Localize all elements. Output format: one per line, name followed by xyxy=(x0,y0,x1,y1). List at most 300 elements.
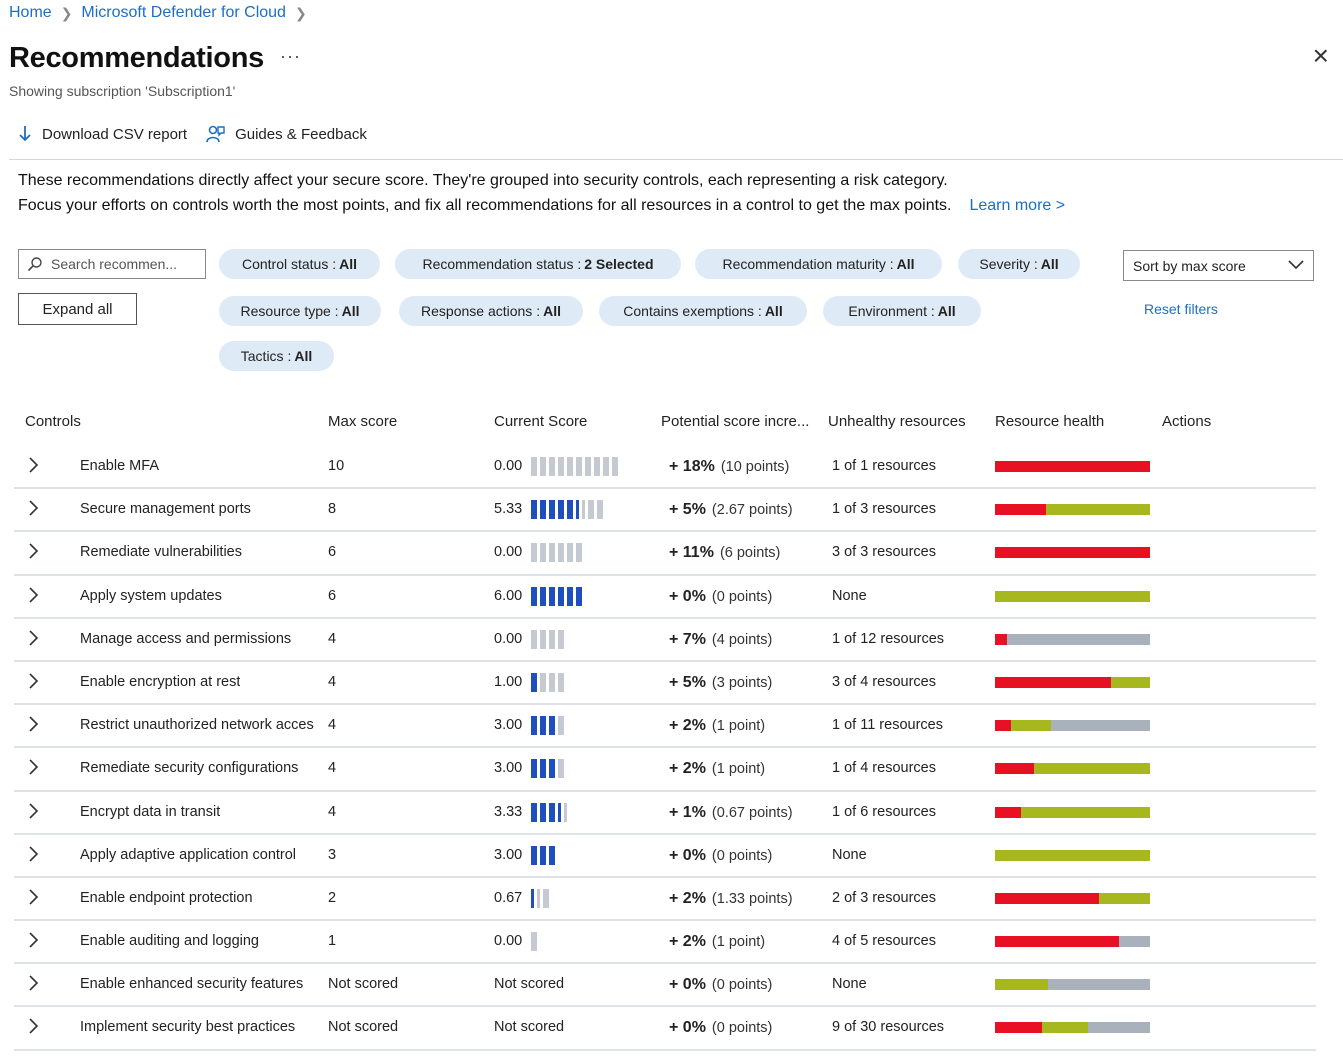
health-healthy-segment xyxy=(1042,1022,1089,1033)
download-csv-button[interactable] xyxy=(18,125,187,143)
score-segment xyxy=(549,759,555,778)
score-segment xyxy=(594,457,600,476)
chevron-right-icon[interactable] xyxy=(28,931,40,949)
current-score: 0.00 xyxy=(494,933,523,950)
potential-points: (1 point) xyxy=(711,934,766,951)
resource-health-bar xyxy=(995,850,1150,861)
score-segment xyxy=(549,846,555,865)
unhealthy-resources: 1 of 3 resources xyxy=(832,501,936,518)
potential-points: (10 points) xyxy=(720,459,790,475)
health-healthy-segment xyxy=(1046,504,1150,515)
filter-label: Resource type : xyxy=(240,303,339,319)
current-score-bar xyxy=(531,587,585,607)
score-segment xyxy=(603,457,609,476)
filter-tactics[interactable] xyxy=(219,341,334,371)
resource-health-bar xyxy=(995,763,1150,774)
filter-label: Environment : xyxy=(848,303,935,319)
filter-label: Control status : xyxy=(241,256,337,272)
potential-score xyxy=(669,674,772,692)
resource-health-bar xyxy=(995,677,1150,688)
description-line-2-text: Focus your efforts on controls worth the most points, and fix all recommendations for all resources in a control to get the max points. xyxy=(18,197,952,214)
description xyxy=(18,168,1318,218)
score-segment xyxy=(540,803,546,822)
health-healthy-segment xyxy=(1021,807,1150,818)
unhealthy-resources: 2 of 3 resources xyxy=(832,889,936,906)
score-segment xyxy=(558,759,564,778)
potential-percent: + 0% xyxy=(669,976,706,994)
unhealthy-resources: None xyxy=(832,846,867,863)
score-segment xyxy=(531,457,537,476)
potential-points: (0.67 points) xyxy=(711,804,793,821)
max-score: 6 xyxy=(328,587,337,604)
current-score: 6.00 xyxy=(494,587,523,604)
resource-health-bar xyxy=(995,504,1150,515)
resource-health-bar xyxy=(995,936,1150,947)
potential-points: (6 points) xyxy=(719,545,781,562)
potential-points: (0 points) xyxy=(711,847,773,864)
table-row[interactable] xyxy=(14,1007,1316,1050)
potential-score xyxy=(669,976,772,994)
potential-percent: + 2% xyxy=(669,717,706,735)
unhealthy-resources: 1 of 12 resources xyxy=(832,630,945,647)
table-row[interactable] xyxy=(14,792,1316,835)
score-segment xyxy=(531,846,537,865)
score-segment xyxy=(564,803,567,822)
column-actions: Actions xyxy=(1162,413,1212,430)
current-score: 3.00 xyxy=(494,717,523,734)
search-placeholder: Search recommen... xyxy=(51,256,178,272)
score-segment xyxy=(540,543,546,562)
max-score: 4 xyxy=(328,630,337,647)
filter-recommendation-status[interactable] xyxy=(395,249,681,279)
score-segment xyxy=(531,543,537,562)
unhealthy-resources: 4 of 5 resources xyxy=(832,933,936,950)
potential-score xyxy=(669,1019,772,1037)
column-max-score[interactable]: Max score xyxy=(328,413,398,430)
description-line-1: These recommendations directly affect your secure score. They're grouped into security controls, each representing a risk category. xyxy=(18,172,948,189)
resource-health-bar xyxy=(995,979,1150,990)
potential-points: (1 point) xyxy=(711,761,766,778)
score-segment xyxy=(567,500,573,519)
table-row[interactable] xyxy=(14,446,1316,489)
score-segment xyxy=(540,457,546,476)
potential-percent: + 0% xyxy=(669,1019,706,1037)
potential-percent: + 2% xyxy=(669,889,706,907)
chevron-down-icon xyxy=(1288,260,1304,270)
resource-health-bar xyxy=(995,461,1150,472)
score-segment xyxy=(540,846,546,865)
search-input[interactable] xyxy=(18,249,206,279)
unhealthy-resources: 3 of 3 resources xyxy=(832,544,936,561)
score-segment xyxy=(558,543,564,562)
chevron-right-icon[interactable] xyxy=(28,629,40,647)
health-healthy-segment xyxy=(1034,763,1150,774)
breadcrumb-defender[interactable]: Microsoft Defender for Cloud xyxy=(81,4,286,21)
table-row[interactable] xyxy=(14,921,1316,964)
download-csv-label: Download CSV report xyxy=(42,125,188,143)
potential-score xyxy=(669,933,765,951)
control-name: Enable MFA xyxy=(80,458,159,474)
current-score-bar xyxy=(531,500,606,520)
potential-percent: + 7% xyxy=(669,630,706,648)
column-potential-score[interactable]: Potential score incre... xyxy=(661,413,810,430)
filter-label: Contains exemptions : xyxy=(623,303,762,319)
guides-feedback-button[interactable] xyxy=(205,124,367,144)
score-segment xyxy=(531,673,537,692)
score-segment xyxy=(558,457,564,476)
current-score: 1.00 xyxy=(494,673,523,690)
chevron-right-icon[interactable] xyxy=(28,542,40,560)
score-segment xyxy=(540,673,546,692)
download-arrow-icon xyxy=(18,125,32,143)
potential-percent: + 2% xyxy=(669,760,706,778)
health-unhealthy-segment xyxy=(995,547,1150,558)
score-segment xyxy=(549,673,555,692)
table-row[interactable] xyxy=(14,532,1316,575)
max-score: Not scored xyxy=(328,1019,399,1036)
current-score-bar xyxy=(531,630,567,650)
current-score: Not scored xyxy=(494,976,565,993)
potential-points: (1.33 points) xyxy=(711,890,793,907)
sort-dropdown[interactable] xyxy=(1123,250,1314,281)
potential-score xyxy=(669,501,793,519)
score-segment xyxy=(567,457,573,476)
score-segment xyxy=(576,543,582,562)
current-score: 0.00 xyxy=(494,458,523,474)
filter-contains-exemptions[interactable] xyxy=(599,296,807,326)
resource-health-bar xyxy=(995,807,1150,818)
table-row[interactable] xyxy=(14,662,1316,705)
potential-points: (4 points) xyxy=(711,631,773,648)
max-score: 2 xyxy=(328,889,337,906)
potential-points: (0 points) xyxy=(711,1020,773,1037)
current-score-bar xyxy=(531,889,552,909)
filter-label: Severity : xyxy=(979,256,1038,272)
filter-value: 2 Selected xyxy=(584,256,654,272)
health-not-applicable-segment xyxy=(1051,720,1150,731)
score-segment xyxy=(549,543,555,562)
potential-score xyxy=(669,631,772,649)
search-icon xyxy=(27,256,43,272)
expand-all-button[interactable]: Expand all xyxy=(18,293,137,325)
control-name: Remediate security configurations xyxy=(80,760,299,777)
score-segment xyxy=(549,630,555,649)
control-name: Remediate vulnerabilities xyxy=(80,544,242,561)
health-unhealthy-segment xyxy=(995,677,1111,688)
learn-more-link[interactable]: Learn more > xyxy=(969,197,1066,214)
score-segment xyxy=(558,716,564,735)
potential-score xyxy=(669,544,780,562)
more-options-button[interactable]: ··· xyxy=(280,46,301,66)
page-title: Recommendations xyxy=(9,42,264,74)
score-segment xyxy=(540,716,546,735)
resource-health-bar xyxy=(995,634,1150,645)
current-score: 0.67 xyxy=(494,889,523,906)
unhealthy-resources: 1 of 1 resources xyxy=(832,458,936,474)
score-segment xyxy=(576,587,582,606)
unhealthy-resources: 3 of 4 resources xyxy=(832,673,936,690)
score-segment xyxy=(612,457,618,476)
score-segment xyxy=(531,587,537,606)
current-score: 5.33 xyxy=(494,501,523,518)
control-name: Manage access and permissions xyxy=(80,630,292,647)
table-row[interactable] xyxy=(14,705,1316,748)
potential-score xyxy=(669,588,772,606)
score-segment xyxy=(585,457,591,476)
max-score: 10 xyxy=(328,458,345,474)
current-score-bar xyxy=(531,846,558,866)
reset-filters-link[interactable]: Reset filters xyxy=(1144,301,1218,317)
score-segment xyxy=(531,759,537,778)
chevron-right-icon[interactable] xyxy=(28,586,40,604)
current-score-bar xyxy=(531,803,570,823)
max-score: 4 xyxy=(328,760,337,777)
divider xyxy=(9,159,1343,160)
score-segment xyxy=(531,500,537,519)
chevron-right-icon[interactable] xyxy=(28,1017,40,1035)
potential-score xyxy=(669,717,765,735)
filter-label: Response actions : xyxy=(421,303,541,319)
breadcrumb-separator-icon: ❯ xyxy=(60,4,73,21)
potential-points: (2.67 points) xyxy=(711,502,793,519)
current-score: 3.00 xyxy=(494,760,523,777)
filter-control-status[interactable] xyxy=(219,249,380,279)
current-score: 0.00 xyxy=(494,544,523,561)
breadcrumb-home[interactable]: Home xyxy=(9,4,52,21)
potential-percent: + 1% xyxy=(669,803,706,821)
column-unhealthy-resources[interactable]: Unhealthy resources xyxy=(828,413,966,430)
current-score-bar xyxy=(531,543,585,563)
score-segment xyxy=(540,630,546,649)
current-score: 0.00 xyxy=(494,630,523,647)
score-segment xyxy=(558,673,564,692)
current-score: Not scored xyxy=(494,1019,565,1036)
health-unhealthy-segment xyxy=(995,807,1021,818)
toolbar xyxy=(18,124,385,144)
guides-feedback-label: Guides & Feedback xyxy=(235,125,367,143)
current-score-bar xyxy=(531,932,540,952)
score-segment xyxy=(558,803,561,822)
potential-score xyxy=(669,847,772,865)
score-segment xyxy=(549,587,555,606)
chevron-right-icon[interactable] xyxy=(28,802,40,820)
filter-label: Tactics : xyxy=(240,348,292,364)
score-segment xyxy=(582,500,585,519)
filter-label: Recommendation maturity : xyxy=(722,256,894,272)
health-unhealthy-segment xyxy=(995,1022,1042,1033)
breadcrumb-separator-icon: ❯ xyxy=(294,4,307,21)
filter-value: All xyxy=(341,303,360,319)
potential-points: (0 points) xyxy=(711,977,773,994)
potential-percent: + 2% xyxy=(669,933,706,951)
chevron-right-icon[interactable] xyxy=(28,456,40,474)
potential-percent: + 18% xyxy=(669,458,715,475)
chevron-right-icon[interactable] xyxy=(28,974,40,992)
score-segment xyxy=(588,500,594,519)
health-unhealthy-segment xyxy=(995,893,1099,904)
filter-environment[interactable] xyxy=(823,296,981,326)
resource-health-bar xyxy=(995,1022,1150,1033)
score-segment xyxy=(558,500,564,519)
score-segment xyxy=(531,716,537,735)
table-row[interactable] xyxy=(14,964,1316,1007)
score-segment xyxy=(531,932,537,951)
filter-label: Recommendation status : xyxy=(422,256,582,272)
max-score: Not scored xyxy=(328,976,399,993)
health-unhealthy-segment xyxy=(995,763,1034,774)
control-name: Enable auditing and logging xyxy=(80,933,259,950)
control-name: Secure management ports xyxy=(80,501,251,518)
current-score-bar xyxy=(531,457,621,477)
filter-response-actions[interactable] xyxy=(399,296,583,326)
table-row[interactable] xyxy=(14,619,1316,662)
score-segment xyxy=(576,457,582,476)
score-segment xyxy=(558,587,564,606)
control-name: Implement security best practices xyxy=(80,1019,296,1036)
potential-score xyxy=(669,760,765,778)
unhealthy-resources: 9 of 30 resources xyxy=(832,1019,945,1036)
score-segment xyxy=(558,630,564,649)
potential-percent: + 5% xyxy=(669,501,706,519)
chevron-right-icon[interactable] xyxy=(28,888,40,906)
control-name: Enable endpoint protection xyxy=(80,889,253,906)
chevron-right-icon[interactable] xyxy=(28,845,40,863)
max-score: 1 xyxy=(328,933,337,950)
max-score: 6 xyxy=(328,544,337,561)
person-feedback-icon xyxy=(205,124,225,144)
health-healthy-segment xyxy=(1011,720,1051,731)
max-score: 4 xyxy=(328,673,337,690)
max-score: 4 xyxy=(328,803,337,820)
chevron-right-icon[interactable] xyxy=(28,715,40,733)
potential-score xyxy=(669,890,793,908)
score-segment xyxy=(531,630,537,649)
health-not-applicable-segment xyxy=(1048,979,1150,990)
potential-percent: + 5% xyxy=(669,673,706,691)
chevron-right-icon[interactable] xyxy=(28,758,40,776)
score-segment xyxy=(543,889,549,908)
score-segment xyxy=(540,500,546,519)
unhealthy-resources: 1 of 11 resources xyxy=(832,717,943,734)
description-line-2 xyxy=(18,193,1318,218)
current-score-bar xyxy=(531,759,567,779)
score-segment xyxy=(549,457,555,476)
health-healthy-segment xyxy=(1111,677,1150,688)
filter-recommendation-maturity[interactable] xyxy=(695,249,942,279)
filter-value: All xyxy=(294,348,313,364)
health-unhealthy-segment xyxy=(995,720,1011,731)
max-score: 4 xyxy=(328,717,337,734)
resource-health-bar xyxy=(995,547,1150,558)
health-unhealthy-segment xyxy=(995,936,1119,947)
column-controls[interactable]: Controls xyxy=(25,413,81,430)
sort-value: Sort by max score xyxy=(1133,257,1246,274)
health-unhealthy-segment xyxy=(995,461,1150,472)
health-healthy-segment xyxy=(995,850,1150,861)
score-segment xyxy=(531,803,537,822)
health-healthy-segment xyxy=(995,591,1150,602)
score-segment xyxy=(549,500,555,519)
potential-percent: + 0% xyxy=(669,846,706,864)
controls-table xyxy=(14,446,1316,1051)
current-score: 3.33 xyxy=(494,803,523,820)
table-row[interactable] xyxy=(14,835,1316,878)
health-not-applicable-segment xyxy=(1119,936,1150,947)
filter-resource-type[interactable] xyxy=(219,296,381,326)
control-name: Apply adaptive application control xyxy=(80,846,297,863)
resource-health-bar xyxy=(995,893,1150,904)
filter-value: All xyxy=(1040,256,1059,272)
control-name: Enable enhanced security features xyxy=(80,976,304,993)
breadcrumb xyxy=(9,4,316,22)
control-name: Apply system updates xyxy=(80,587,222,604)
max-score: 8 xyxy=(328,501,337,518)
potential-percent: + 11% xyxy=(669,544,714,562)
current-score: 3.00 xyxy=(494,846,523,863)
resource-health-bar xyxy=(995,720,1150,731)
score-segment xyxy=(531,889,534,908)
chevron-right-icon[interactable] xyxy=(28,672,40,690)
score-segment xyxy=(540,587,546,606)
table-row[interactable] xyxy=(14,748,1316,791)
table-row[interactable] xyxy=(14,489,1316,532)
max-score: 3 xyxy=(328,846,337,863)
health-not-applicable-segment xyxy=(1088,1022,1150,1033)
score-segment xyxy=(537,889,540,908)
potential-points: (1 point) xyxy=(711,718,766,735)
filter-value: All xyxy=(764,303,783,319)
potential-percent: + 0% xyxy=(669,587,706,605)
table-row[interactable] xyxy=(14,878,1316,921)
potential-points: (0 points) xyxy=(711,588,773,605)
current-score-bar xyxy=(531,673,567,693)
control-name: Encrypt data in transit xyxy=(80,803,221,820)
unhealthy-resources: 1 of 6 resources xyxy=(832,803,936,820)
table-row[interactable] xyxy=(14,576,1316,619)
potential-score xyxy=(669,458,789,476)
resource-health-bar xyxy=(995,591,1150,602)
filter-value: All xyxy=(339,256,358,272)
chevron-right-icon[interactable] xyxy=(28,499,40,517)
filter-value: All xyxy=(896,256,915,272)
score-segment xyxy=(567,543,573,562)
health-unhealthy-segment xyxy=(995,504,1046,515)
score-segment xyxy=(549,803,555,822)
health-not-applicable-segment xyxy=(1007,634,1150,645)
table-header xyxy=(0,413,1343,435)
control-name: Enable encryption at rest xyxy=(80,673,241,690)
potential-score xyxy=(669,804,793,822)
score-segment xyxy=(597,500,603,519)
current-score-bar xyxy=(531,716,567,736)
unhealthy-resources: None xyxy=(832,587,867,604)
filter-value: All xyxy=(937,303,956,319)
close-button[interactable]: × xyxy=(1312,40,1329,71)
health-healthy-segment xyxy=(1099,893,1150,904)
filter-severity[interactable] xyxy=(958,249,1080,279)
unhealthy-resources: None xyxy=(832,976,867,993)
health-unhealthy-segment xyxy=(995,634,1007,645)
score-segment xyxy=(567,587,573,606)
score-segment xyxy=(549,716,555,735)
column-resource-health[interactable]: Resource health xyxy=(995,413,1105,430)
column-current-score[interactable]: Current Score xyxy=(494,413,588,430)
page-subtitle: Showing subscription 'Subscription1' xyxy=(9,83,236,99)
potential-points: (3 points) xyxy=(711,674,773,691)
score-segment xyxy=(540,759,546,778)
filter-value: All xyxy=(543,303,561,319)
control-name: Restrict unauthorized network acces xyxy=(80,717,314,734)
